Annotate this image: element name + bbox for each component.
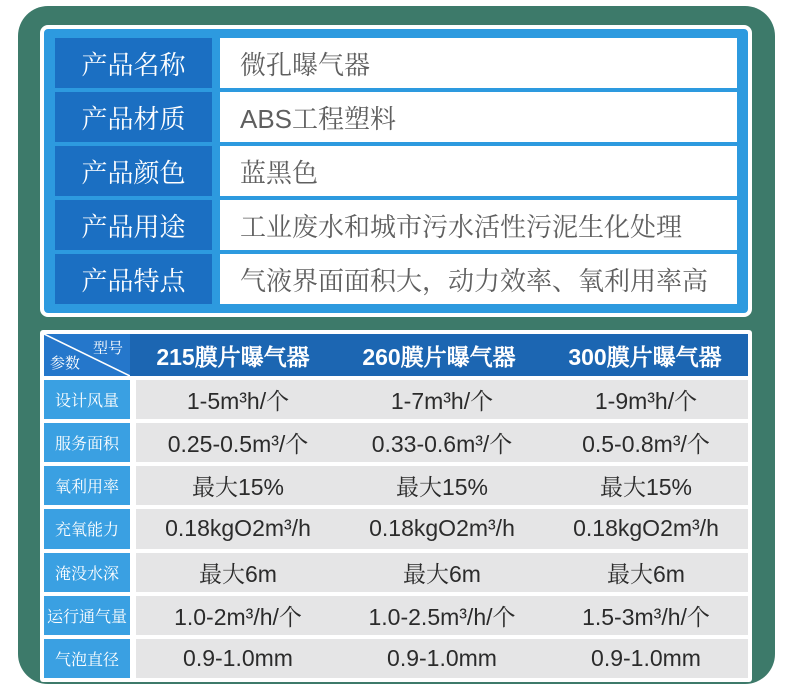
row-label: 设计风量 xyxy=(44,380,130,419)
row-values xyxy=(136,639,748,678)
row-label: 服务面积 xyxy=(44,423,130,462)
spec-table-header xyxy=(44,334,748,376)
table-cell: 最大15% xyxy=(599,474,693,501)
table-cell: 0.25-0.5m³/个 xyxy=(167,431,309,458)
table-row-oxygen-utilization xyxy=(44,466,748,505)
product-material-label: 产品材质 xyxy=(55,92,212,142)
table-cell: 0.18kgO2m³/h xyxy=(369,515,515,542)
table-cell: 最大6m xyxy=(199,560,277,587)
table-cell: 0.33-0.6m³/个 xyxy=(371,431,513,458)
column-header-260: 260膜片曝气器 xyxy=(362,343,516,370)
product-info-row xyxy=(55,38,737,88)
table-cell: 0.9-1.0mm xyxy=(591,644,701,671)
row-values xyxy=(136,596,748,635)
table-cell: 0.9-1.0mm xyxy=(387,644,497,671)
corner-cell xyxy=(44,334,130,376)
product-material-value: ABS工程塑料 xyxy=(220,92,737,142)
table-cell: 最大15% xyxy=(191,474,285,501)
row-label: 运行通气量 xyxy=(44,596,130,635)
product-name-value: 微孔曝气器 xyxy=(220,38,737,88)
table-cell: 1-7m³h/个 xyxy=(390,388,494,415)
product-color-value: 蓝黑色 xyxy=(220,146,737,196)
table-row-service-area xyxy=(44,423,748,462)
row-label: 充氧能力 xyxy=(44,509,130,548)
product-info-row xyxy=(55,146,737,196)
product-info-row xyxy=(55,254,737,304)
spec-table xyxy=(40,330,752,682)
table-row-bubble-diameter xyxy=(44,639,748,678)
row-values xyxy=(136,466,748,505)
table-cell: 最大15% xyxy=(395,474,489,501)
row-values xyxy=(136,509,748,548)
product-info-row xyxy=(55,200,737,250)
table-cell: 1.5-3m³/h/个 xyxy=(582,603,710,630)
product-name-label: 产品名称 xyxy=(55,38,212,88)
row-label: 淹没水深 xyxy=(44,553,130,592)
table-row-submersion-depth xyxy=(44,553,748,592)
product-feature-label: 产品特点 xyxy=(55,254,212,304)
product-feature-value: 气液界面面积大，动力效率、氧利用率高 xyxy=(220,254,737,304)
product-color-label: 产品颜色 xyxy=(55,146,212,196)
column-header-300: 300膜片曝气器 xyxy=(568,343,722,370)
corner-param-label: 参数 xyxy=(50,355,81,372)
table-cell: 1.0-2m³/h/个 xyxy=(174,603,302,630)
table-cell: 1-5m³h/个 xyxy=(186,388,290,415)
table-row-design-airflow xyxy=(44,380,748,419)
table-cell: 0.9-1.0mm xyxy=(183,644,293,671)
table-cell: 1-9m³h/个 xyxy=(594,388,698,415)
row-values xyxy=(136,423,748,462)
corner-model-label: 型号 xyxy=(92,340,123,357)
table-row-operating-airflow xyxy=(44,596,748,635)
table-cell: 0.18kgO2m³/h xyxy=(573,515,719,542)
column-header-215: 215膜片曝气器 xyxy=(156,343,310,370)
table-cell: 0.18kgO2m³/h xyxy=(165,515,311,542)
table-row-oxygenation-capacity xyxy=(44,509,748,548)
row-values xyxy=(136,553,748,592)
table-cell: 最大6m xyxy=(403,560,481,587)
table-cell: 0.5-0.8m³/个 xyxy=(582,431,710,458)
product-usage-label: 产品用途 xyxy=(55,200,212,250)
product-info-panel xyxy=(40,25,752,317)
product-usage-value: 工业废水和城市污水活性污泥生化处理 xyxy=(220,200,737,250)
table-cell: 最大6m xyxy=(607,560,685,587)
table-cell: 1.0-2.5m³/h/个 xyxy=(368,603,516,630)
row-label: 氧利用率 xyxy=(44,466,130,505)
row-values xyxy=(136,380,748,419)
row-label: 气泡直径 xyxy=(44,639,130,678)
product-info-row xyxy=(55,92,737,142)
green-background-card xyxy=(18,6,775,684)
